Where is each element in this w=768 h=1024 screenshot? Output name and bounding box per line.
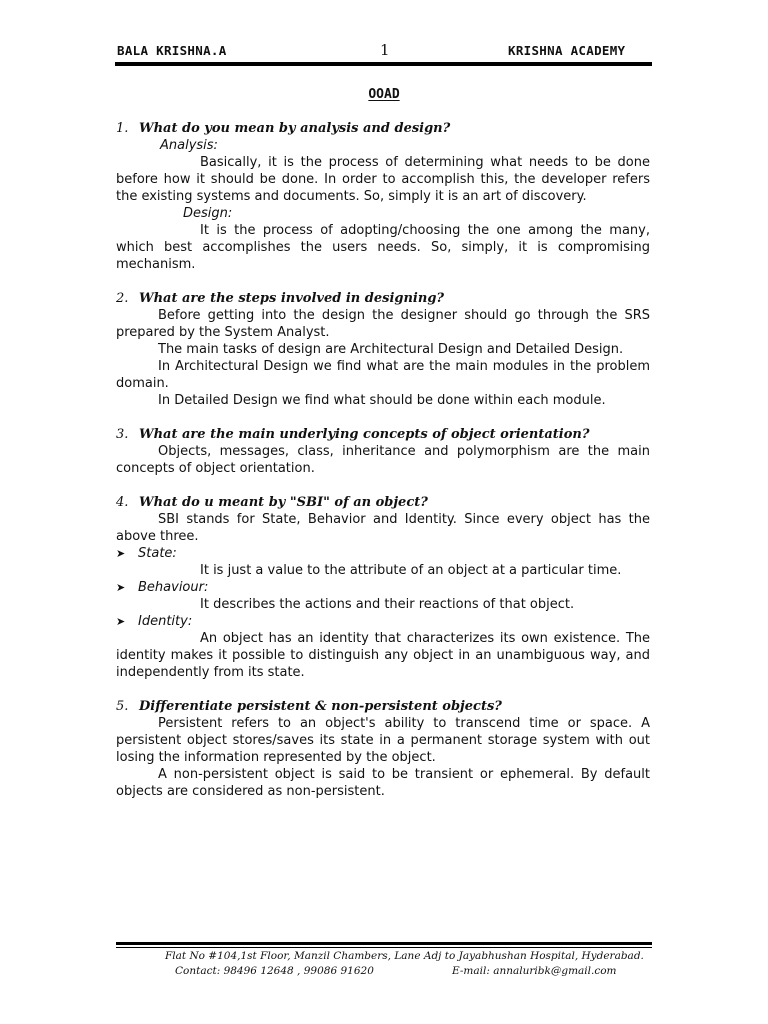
bullet-text: It is just a value to the attribute of an object at a particular time. bbox=[200, 563, 622, 578]
bullet-label: Identity: bbox=[138, 614, 193, 629]
bullet-text: An object has an identity that characterizes its own existence. The identity makes it possible to distinguish any object in an unambiguous way, and independently from its state. bbox=[116, 631, 650, 680]
bullet-behaviour bbox=[116, 579, 650, 596]
paragraph: Persistent refers to an object's ability to transcend time or space. A persistent object stores/saves its state in a permanent storage system with out losing the information represented by the object. bbox=[116, 716, 650, 765]
question-number: 1. bbox=[116, 121, 129, 136]
question-1 bbox=[116, 120, 650, 137]
question-2 bbox=[116, 290, 650, 307]
paragraph: Before getting into the design the designer should go through the SRS prepared by the System Analyst. bbox=[116, 308, 650, 340]
bullet-text: It describes the actions and their reactions of that object. bbox=[200, 597, 575, 612]
footer-rule-thin bbox=[116, 947, 652, 948]
analysis-label: Analysis: bbox=[160, 138, 218, 153]
footer-contact: Contact: 98496 12648 , 99086 91620 bbox=[175, 965, 374, 977]
question-number: 4. bbox=[116, 495, 129, 510]
question-number: 2. bbox=[116, 291, 129, 306]
paragraph: Objects, messages, class, inheritance and polymorphism are the main concepts of object orientation. bbox=[116, 444, 650, 476]
arrow-bullet-icon: ➤ bbox=[116, 615, 126, 628]
question-5 bbox=[116, 698, 650, 715]
page-title-text: OOAD bbox=[368, 87, 400, 102]
footer-rule-thick bbox=[116, 942, 652, 945]
header-rule bbox=[115, 62, 652, 66]
question-number: 3. bbox=[116, 427, 129, 442]
spacer bbox=[116, 681, 650, 698]
bullet-label: Behaviour: bbox=[138, 580, 209, 595]
bullet-identity bbox=[116, 613, 650, 630]
question-3 bbox=[116, 426, 650, 443]
bullet-state bbox=[116, 545, 650, 562]
paragraph: In Detailed Design we find what should be done within each module. bbox=[158, 393, 606, 408]
header-institution: KRISHNA ACADEMY bbox=[508, 43, 626, 58]
design-text: It is the process of adopting/choosing the one among the many, which best accomplishes the users needs. So, simply, it is compromising mechanism. bbox=[116, 223, 650, 272]
question-text: What are the main underlying concepts of object orientation? bbox=[139, 427, 590, 442]
question-4 bbox=[116, 494, 650, 511]
arrow-bullet-icon: ➤ bbox=[116, 581, 126, 594]
arrow-bullet-icon: ➤ bbox=[116, 547, 126, 560]
page-title bbox=[0, 87, 768, 102]
paragraph: A non-persistent object is said to be transient or ephemeral. By default objects are considered as non-persistent. bbox=[116, 767, 650, 799]
design-label: Design: bbox=[183, 206, 233, 221]
analysis-text: Basically, it is the process of determining what needs to be done before how it should be done. In order to accomplish this, the developer refers the existing systems and documents. So, simply it is an art of discovery. bbox=[116, 155, 650, 204]
paragraph: SBI stands for State, Behavior and Identity. Since every object has the above three. bbox=[116, 512, 650, 544]
bullet-body bbox=[116, 562, 650, 579]
document-body bbox=[116, 120, 650, 800]
question-text: What do u meant by "SBI" of an object? bbox=[139, 495, 428, 510]
bullet-body bbox=[116, 596, 650, 613]
question-text: What do you mean by analysis and design? bbox=[139, 121, 451, 136]
footer-address: Flat No #104,1st Floor, Manzil Chambers, Lane Adj to Jayabhushan Hospital, Hyderabad. bbox=[165, 950, 644, 962]
paragraph: In Architectural Design we find what are the main modules in the problem domain. bbox=[116, 359, 650, 391]
footer-email: E-mail: annaluribk@gmail.com bbox=[452, 965, 617, 977]
bullet-label: State: bbox=[138, 546, 177, 561]
spacer bbox=[116, 477, 650, 494]
header-page-number: 1 bbox=[380, 41, 390, 59]
question-number: 5. bbox=[116, 699, 129, 714]
spacer bbox=[116, 273, 650, 290]
spacer bbox=[116, 409, 650, 426]
question-text: Differentiate persistent & non-persistent objects? bbox=[139, 699, 502, 714]
paragraph: The main tasks of design are Architectural Design and Detailed Design. bbox=[158, 342, 624, 357]
question-text: What are the steps involved in designing? bbox=[139, 291, 445, 306]
header-author: BALA KRISHNA.A bbox=[117, 43, 227, 58]
